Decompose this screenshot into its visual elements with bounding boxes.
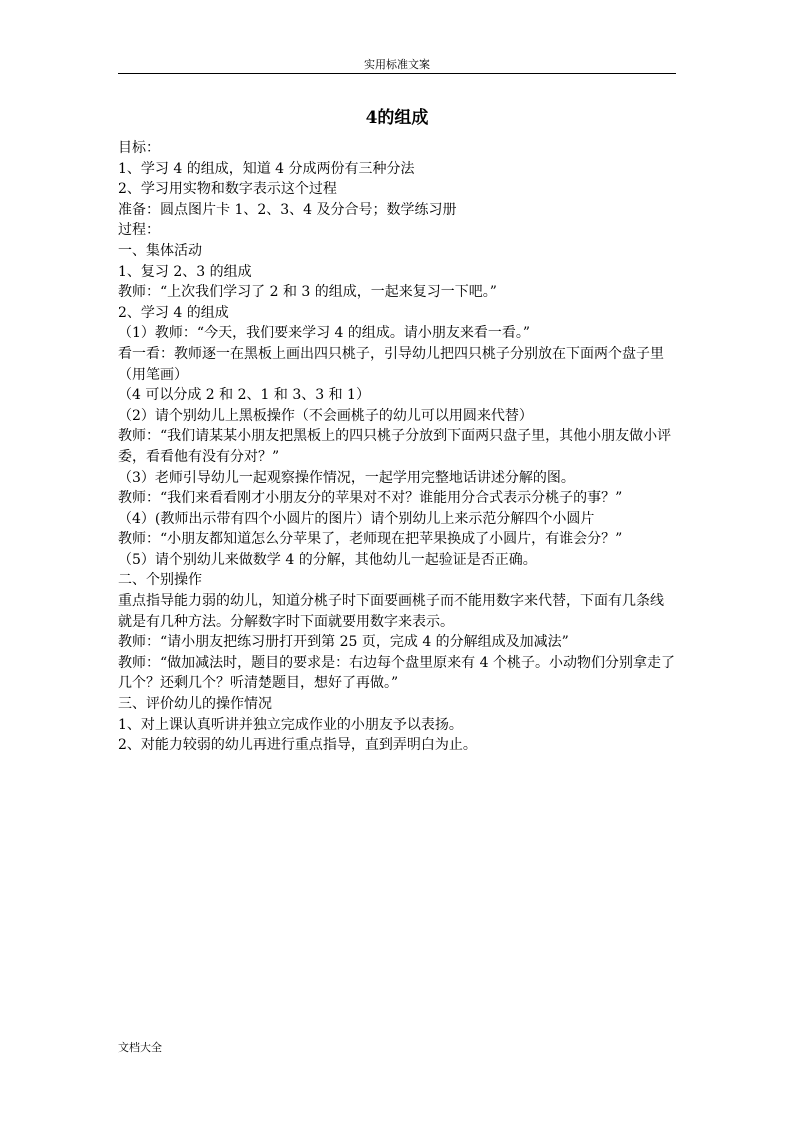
text-line: 2、学习 4 的组成 [118,304,229,321]
text-line: 教师：“做加减法时，题目的要求是：右边每个盘里原来有 4 个桃子。小动物们分别拿走了几个？还剩几个？听清楚题目，想好了再做。” [118,654,675,692]
text-line: （3）老师引导幼儿一起观察操作情况，一起学用完整地话讲述分解的图。 [118,469,575,486]
text-line: 过程： [118,222,160,239]
text-line: （2）请个别幼儿上黑板操作（不会画桃子的幼儿可以用圆来代替） [118,407,533,424]
section-heading: 三、评价幼儿的操作情况 [118,696,272,713]
text-line: 1、学习 4 的组成，知道 4 分成两份有三种分法 [118,160,415,177]
text-line: 教师：“小朋友都知道怎么分苹果了，老师现在把苹果换成了小圆片，有谁会分？” [118,531,623,548]
text-line: 1、复习 2、3 的组成 [118,263,252,280]
text-line: 看一看：教师逐一在黑板上画出四只桃子，引导幼儿把四只桃子分别放在下面两个盘子里（用笔画） [118,345,664,383]
page-header: 实用标准文案 [364,58,430,71]
text-line: （1）教师：“今天，我们要来学习 4 的组成。请小朋友来看一看。” [118,325,531,342]
header-divider [118,73,676,74]
text-line: 重点指导能力弱的幼儿，知道分桃子时下面要画桃子而不能用数字来代替，下面有几条线就是有几种方法。分解数字时下面就要用数字来表示。 [118,593,664,630]
document-title: 4的组成 [365,108,429,128]
text-line: 1、对上课认真听讲并独立完成作业的小朋友予以表扬。 [118,716,463,733]
text-line: 教师：“我们请某某小朋友把黑板上的四只桃子分放到下面两只盘子里，其他小朋友做小评委，看看他有没有分对？” [118,428,672,465]
page-footer: 文档大全 [118,1041,162,1054]
section-heading: 一、集体活动 [118,242,202,259]
text-line: 教师：“请小朋友把练习册打开到第 25 页，完成 4 的分解组成及加减法” [118,634,569,651]
section-heading: 二、个别操作 [118,572,202,589]
text-line: 教师：“我们来看看刚才小朋友分的苹果对不对？谁能用分合式表示分桃子的事？” [118,490,623,507]
document-body [118,138,676,756]
text-line: 2、对能力较弱的幼儿再进行重点指导，直到弄明白为止。 [118,737,477,754]
text-line: 准备：圆点图片卡 1、2、3、4 及分合号；数学练习册 [118,201,457,218]
text-line: （4 可以分成 2 和 2、1 和 3、3 和 1） [118,387,370,404]
text-line: （5）请个别幼儿来做数学 4 的分解，其他幼儿一起验证是否正确。 [118,551,537,568]
text-line: （4）(教师出示带有四个小圆片的图片）请个别幼儿上来示范分解四个小圆片 [118,510,595,527]
text-line: 目标： [118,140,160,156]
text-line: 2、学习用实物和数字表示这个过程 [118,181,337,198]
text-line: 教师：“上次我们学习了 2 和 3 的组成，一起来复习一下吧。” [118,284,497,301]
